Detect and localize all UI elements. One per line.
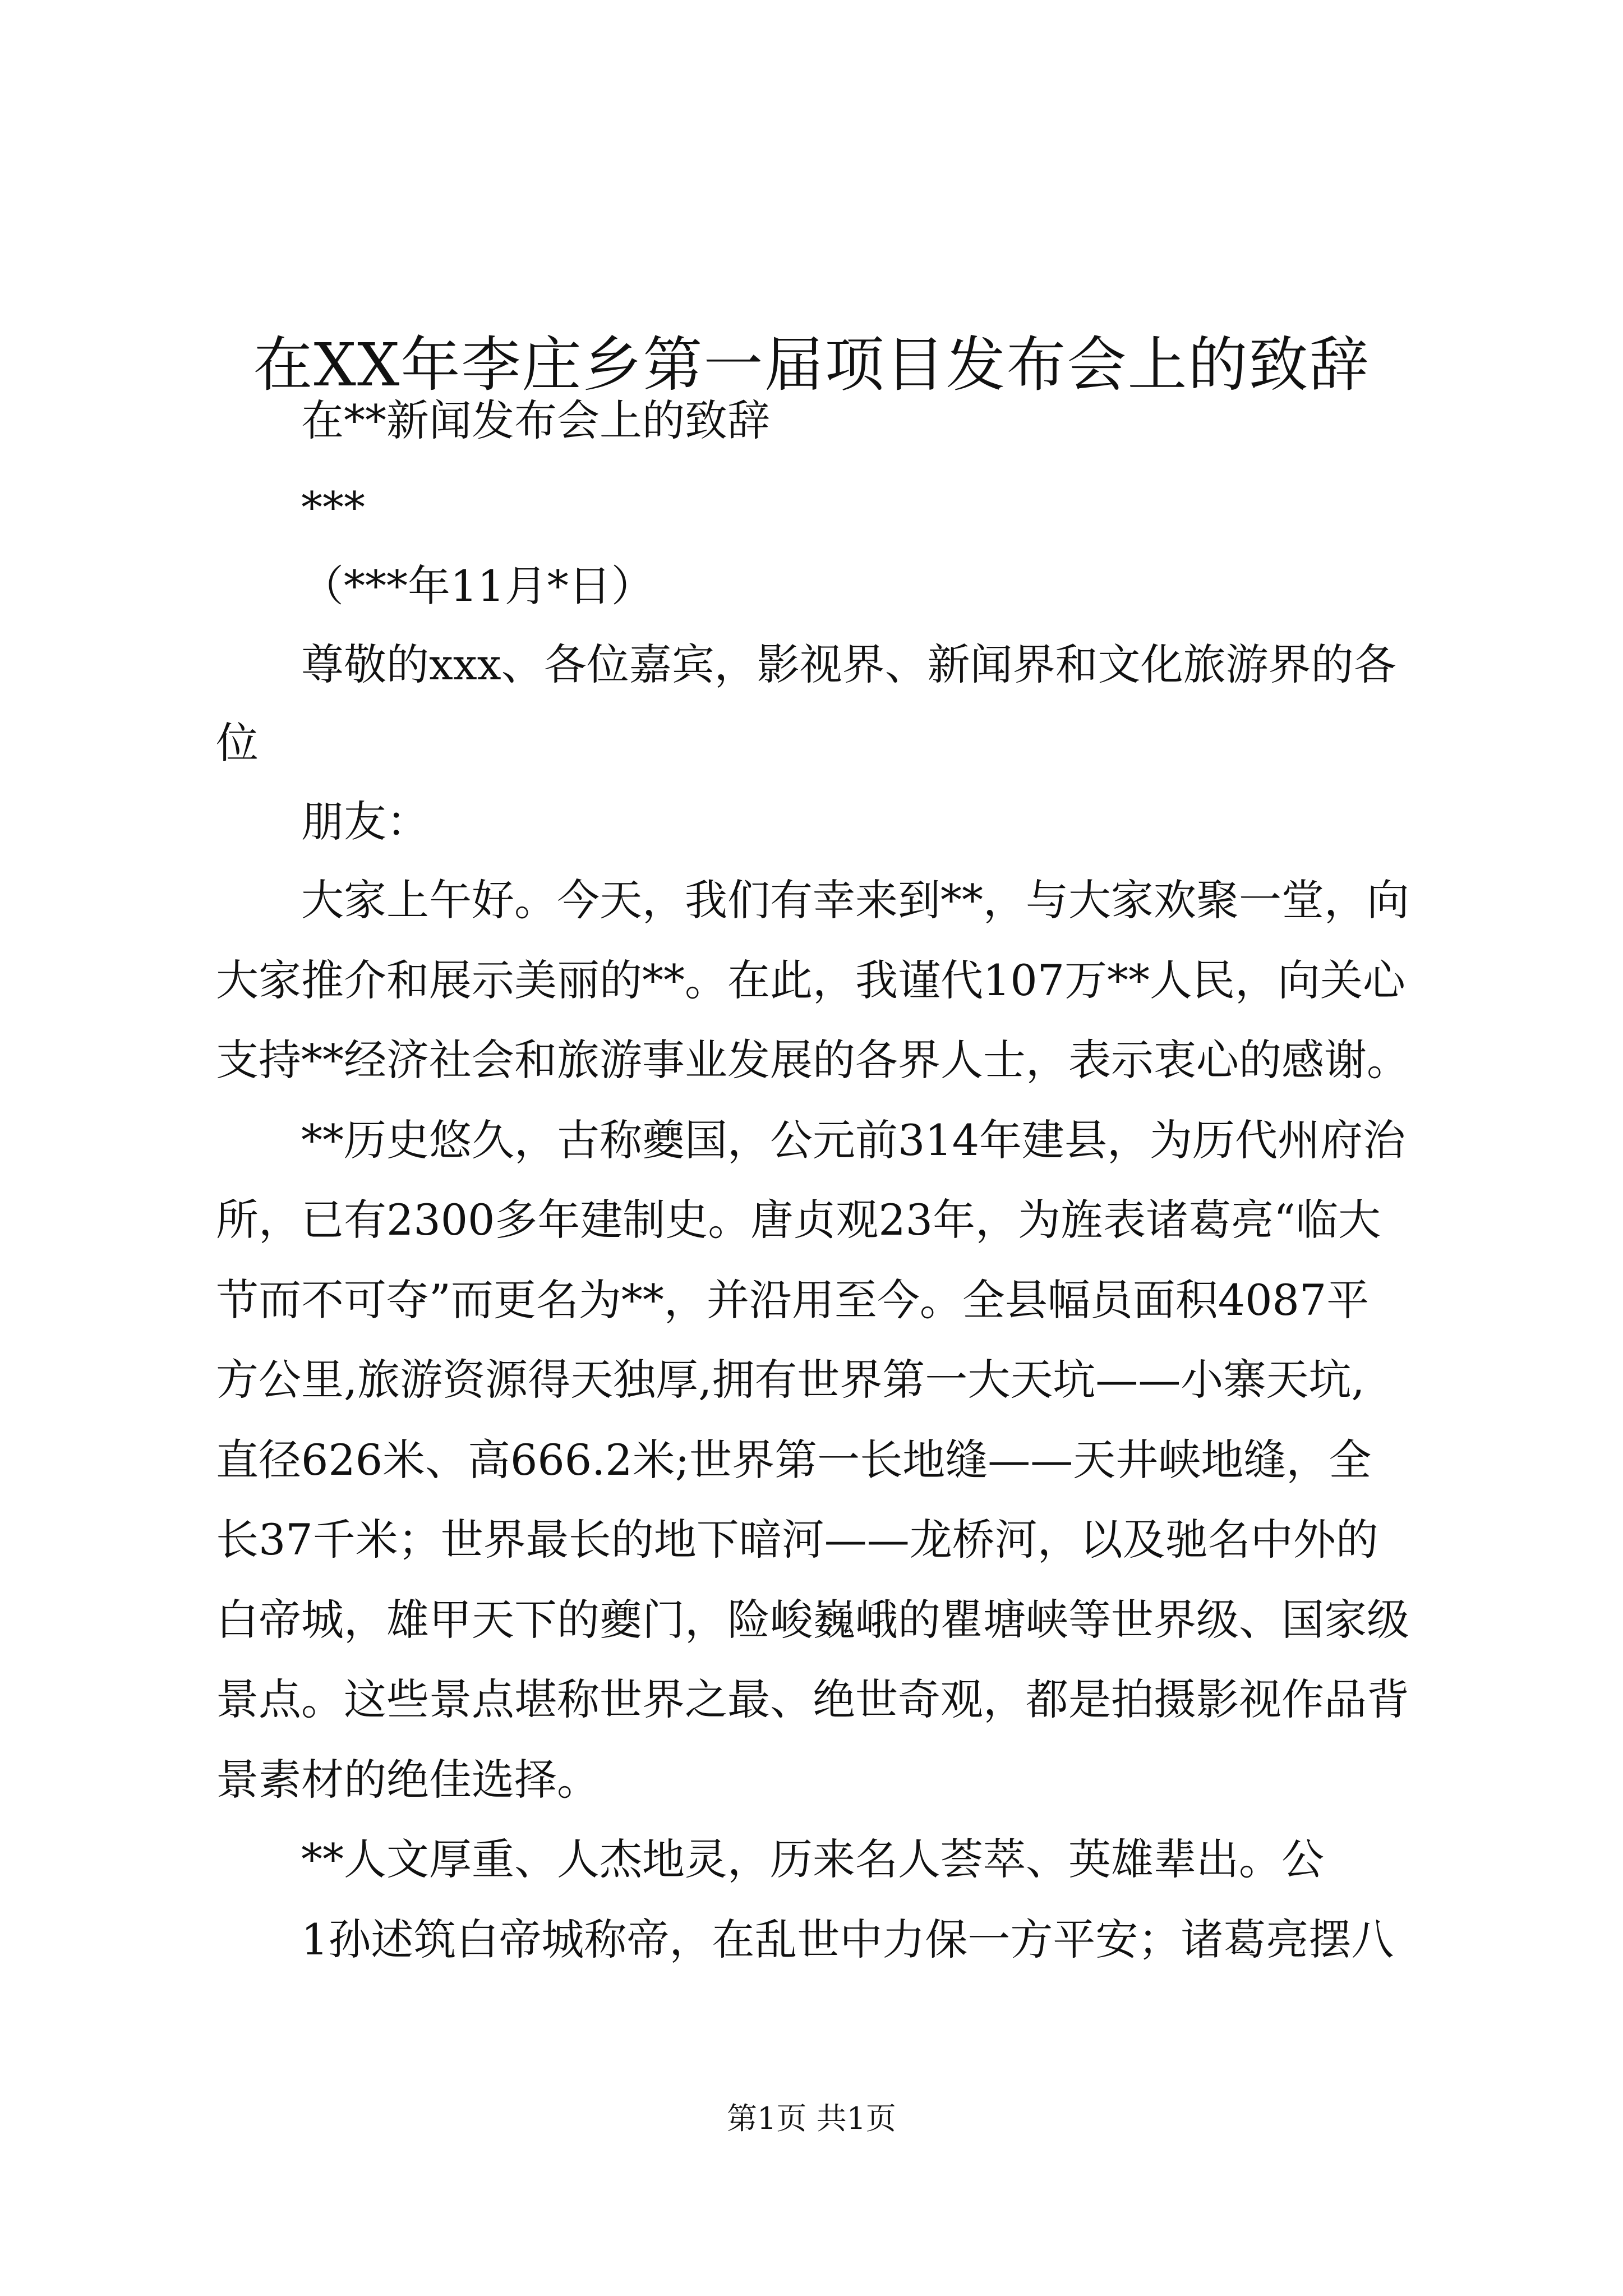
salutation-line: 位 — [216, 718, 259, 768]
paragraph-line: 1孙述筑白帝城称帝，在乱世中力保一方平安；诸葛亮摆八 — [301, 1915, 1394, 1964]
paragraph-line: 景点。这些景点堪称世界之最、绝世奇观，都是拍摄影视作品背 — [216, 1674, 1409, 1724]
date-line: （***年11月*日） — [301, 561, 654, 611]
paragraph-line: **人文厚重、人杰地灵，历来名人荟萃、英雄辈出。公 — [301, 1834, 1324, 1884]
paragraph-line: 所，已有2300多年建制史。唐贞观23年，为旌表诸葛亮“临大 — [216, 1195, 1381, 1245]
paragraph-line: 支持**经济社会和旅游事业发展的各界人士，表示衷心的感谢。 — [216, 1035, 1409, 1085]
salutation-line: 尊敬的xxx、各位嘉宾，影视界、新闻界和文化旅游界的各 — [301, 639, 1396, 689]
document-title: 在XX年李庄乡第一届项目发布会上的致辞 — [253, 330, 1370, 400]
paragraph-line: 大家上午好。今天，我们有幸来到**，与大家欢聚一堂，向 — [301, 875, 1409, 925]
paragraph-line: 方公里,旅游资源得天独厚,拥有世界第一大天坑——小寨天坑, — [216, 1355, 1365, 1405]
paragraph-line: **历史悠久，古称夔国，公元前314年建县，为历代州府治 — [301, 1115, 1406, 1165]
page-footer: 第1页 共1页 — [727, 2101, 896, 2136]
paragraph-line: 景素材的绝佳选择。 — [216, 1755, 600, 1805]
paragraph-line: 直径626米、高666.2米;世界第一长地缝——天井峡地缝，全 — [216, 1435, 1372, 1485]
paragraph-line: 节而不可夺”而更名为**，并沿用至今。全县幅员面积4087平 — [216, 1275, 1370, 1325]
subtitle-line: 在**新闻发布会上的致辞 — [301, 395, 770, 445]
salutation-line: 朋友： — [301, 797, 429, 846]
paragraph-line: 大家推介和展示美丽的**。在此，我谨代107万**人民，向关心 — [216, 955, 1406, 1005]
paragraph-line: 长37千米；世界最长的地下暗河——龙桥河，以及驰名中外的 — [216, 1515, 1378, 1565]
paragraph-line: 白帝城，雄甲天下的夔门，险峻巍峨的瞿塘峡等世界级、国家级 — [216, 1595, 1409, 1645]
author-line: *** — [301, 482, 365, 532]
